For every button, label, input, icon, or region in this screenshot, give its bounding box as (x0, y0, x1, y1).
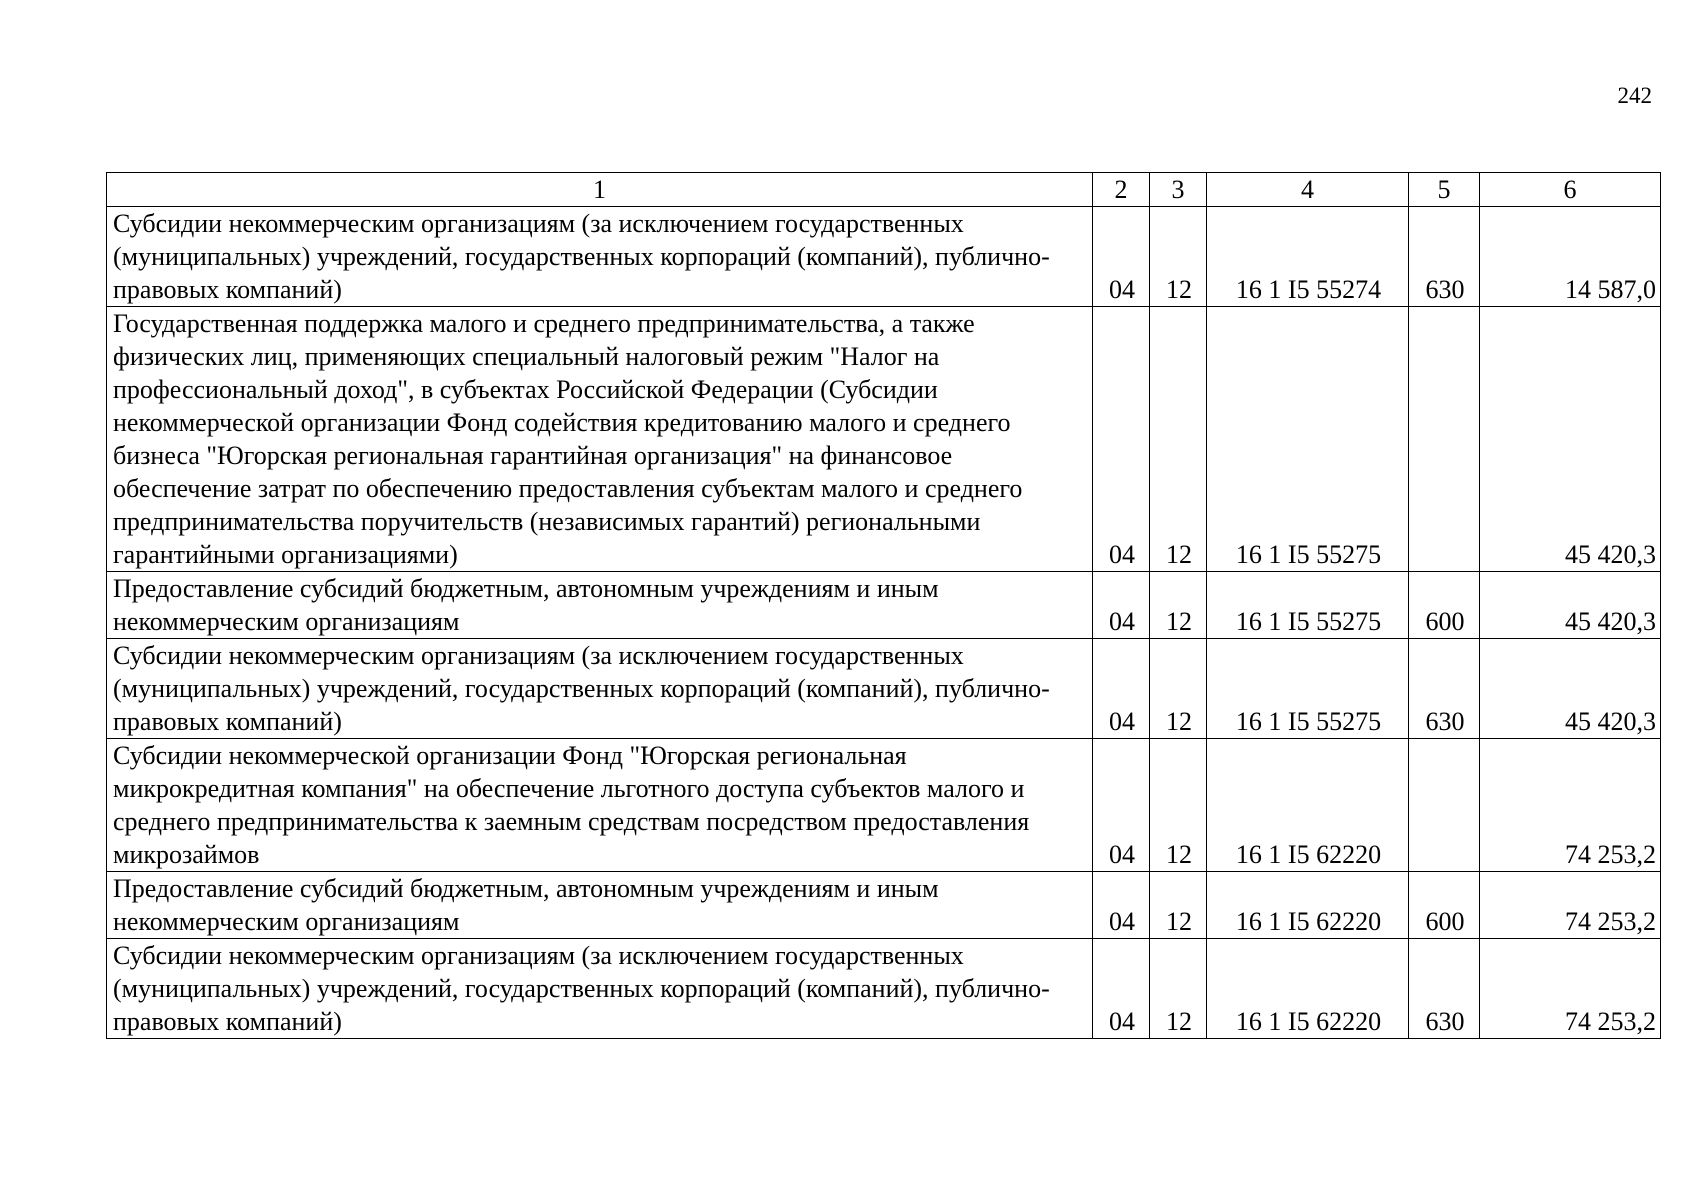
row-amount: 74 253,2 (1480, 939, 1661, 1039)
row-target-article-code: 16 1 I5 55275 (1207, 307, 1409, 572)
column-header-5: 5 (1409, 173, 1480, 207)
row-expense-type-code (1409, 307, 1480, 572)
row-description: Субсидии некоммерческим организациям (за исключением государственных (муниципальных) учреждений, государственных корпораций (компаний), публично-правовых компаний) (107, 207, 1093, 307)
column-header-2: 2 (1093, 173, 1150, 207)
row-expense-type-code: 630 (1409, 939, 1480, 1039)
row-amount: 45 420,3 (1480, 307, 1661, 572)
column-header-3: 3 (1150, 173, 1207, 207)
row-description: Субсидии некоммерческим организациям (за исключением государственных (муниципальных) учреждений, государственных корпораций (компаний), публично-правовых компаний) (107, 939, 1093, 1039)
row-description: Субсидии некоммерческой организации Фонд "Югорская региональная микрокредитная компания" на обеспечение льготного доступа субъектов малого и среднего предпринимательства к заемным средствам посредством предоставления микрозаймов (107, 739, 1093, 872)
row-subsection-code: 12 (1150, 572, 1207, 639)
row-amount: 45 420,3 (1480, 572, 1661, 639)
row-expense-type-code: 600 (1409, 872, 1480, 939)
row-amount: 74 253,2 (1480, 739, 1661, 872)
row-subsection-code: 12 (1150, 639, 1207, 739)
row-section-code: 04 (1093, 307, 1150, 572)
row-target-article-code: 16 1 I5 62220 (1207, 739, 1409, 872)
row-subsection-code: 12 (1150, 307, 1207, 572)
row-section-code: 04 (1093, 639, 1150, 739)
row-target-article-code: 16 1 I5 62220 (1207, 939, 1409, 1039)
row-amount: 74 253,2 (1480, 872, 1661, 939)
row-subsection-code: 12 (1150, 939, 1207, 1039)
table-header-row (107, 173, 1661, 207)
row-description: Предоставление субсидий бюджетным, автономным учреждениям и иным некоммерческим организациям (107, 872, 1093, 939)
table-row (107, 307, 1661, 572)
row-amount: 45 420,3 (1480, 639, 1661, 739)
row-target-article-code: 16 1 I5 55274 (1207, 207, 1409, 307)
table-row (107, 939, 1661, 1039)
row-expense-type-code (1409, 739, 1480, 872)
table-row (107, 639, 1661, 739)
row-section-code: 04 (1093, 207, 1150, 307)
row-target-article-code: 16 1 I5 55275 (1207, 639, 1409, 739)
budget-table (106, 172, 1661, 1039)
row-expense-type-code: 630 (1409, 639, 1480, 739)
row-section-code: 04 (1093, 872, 1150, 939)
row-target-article-code: 16 1 I5 55275 (1207, 572, 1409, 639)
table-row (107, 739, 1661, 872)
row-target-article-code: 16 1 I5 62220 (1207, 872, 1409, 939)
column-header-1: 1 (107, 173, 1093, 207)
page-number: 242 (1617, 83, 1652, 108)
row-subsection-code: 12 (1150, 207, 1207, 307)
row-description: Субсидии некоммерческим организациям (за исключением государственных (муниципальных) учреждений, государственных корпораций (компаний), публично-правовых компаний) (107, 639, 1093, 739)
table-row (107, 207, 1661, 307)
table-row (107, 872, 1661, 939)
row-description: Государственная поддержка малого и среднего предпринимательства, а также физических лиц, применяющих специальный налоговый режим "Налог на профессиональный доход", в субъектах Российской Федерации (Субсидии некоммерческой организации Фонд содействия кредитованию малого и среднего бизнеса "Югорская региональная гарантийная организация" на финансовое обеспечение затрат по обеспечению предоставления субъектам малого и среднего предпринимательства поручительств (независимых гарантий) региональными гарантийными организациями) (107, 307, 1093, 572)
row-subsection-code: 12 (1150, 872, 1207, 939)
row-expense-type-code: 600 (1409, 572, 1480, 639)
row-expense-type-code: 630 (1409, 207, 1480, 307)
row-description: Предоставление субсидий бюджетным, автономным учреждениям и иным некоммерческим организациям (107, 572, 1093, 639)
table-row (107, 572, 1661, 639)
column-header-6: 6 (1480, 173, 1661, 207)
row-subsection-code: 12 (1150, 739, 1207, 872)
row-section-code: 04 (1093, 572, 1150, 639)
column-header-4: 4 (1207, 173, 1409, 207)
row-section-code: 04 (1093, 939, 1150, 1039)
row-section-code: 04 (1093, 739, 1150, 872)
row-amount: 14 587,0 (1480, 207, 1661, 307)
